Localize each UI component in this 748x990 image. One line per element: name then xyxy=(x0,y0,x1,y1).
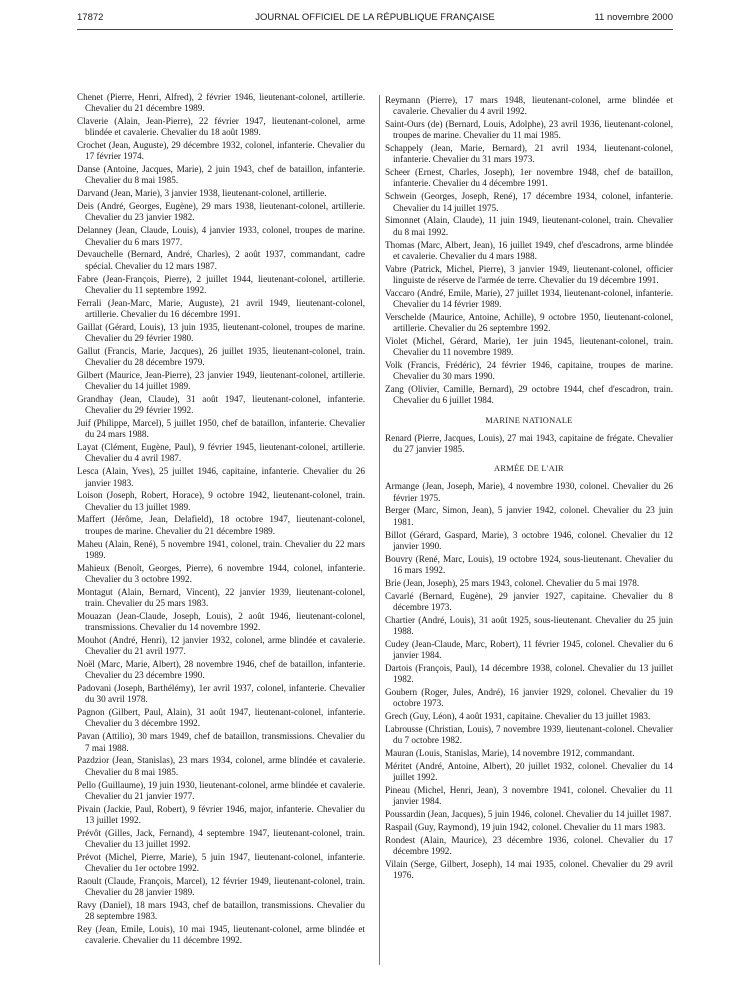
right-column xyxy=(385,95,673,883)
list-item: Pavan (Attilio), 30 mars 1949, chef de bataillon, transmissions. Chevalier du 7 mai 1988. xyxy=(77,731,365,753)
list-item: Saint-Ours (de) (Bernard, Louis, Adolphe), 23 avril 1936, lieutenant-colonel, troupes de marine. Chevalier du 11 mai 1985. xyxy=(385,119,673,141)
list-item: Cudey (Jean-Claude, Marc, Robert), 11 février 1945, colonel. Chevalier du 6 janvier 1984. xyxy=(385,638,673,660)
list-item: Chenet (Pierre, Henri, Alfred), 2 février 1946, lieutenant-colonel, artillerie. Chevalier du 21 décembre 1989. xyxy=(77,92,365,114)
list-item: Mouhot (André, Henri), 12 janvier 1932, colonel, arme blindée et cavalerie. Chevalier du 21 avril 1977. xyxy=(77,634,365,657)
list-item: Claverie (Alain, Jean-Pierre), 22 février 1947, lieutenant-colonel, arme blindée et cavalerie. Chevalier du 18 août 1989. xyxy=(77,116,365,138)
list-item: Lesca (Alain, Yves), 25 juillet 1946, capitaine, infanterie. Chevalier du 26 janvier 1983. xyxy=(77,466,365,488)
list-item: Violet (Michel, Gérard, Marie), 1er juin 1945, lieutenant-colonel, train. Chevalier du 11 novembre 1989. xyxy=(385,335,673,358)
marine-entries xyxy=(385,433,673,455)
list-item: Poussardin (Jean, Jacques), 5 juin 1946, colonel. Chevalier du 14 juillet 1987. xyxy=(385,809,672,820)
list-item: Scheer (Ernest, Charles, Joseph), 1er novembre 1948, chef de bataillon, infanterie. Chevalier du 4 décembre 1991. xyxy=(385,167,673,189)
list-item: Schappely (Jean, Marie, Bernard), 21 avril 1934, lieutenant-colonel, infanterie. Chevalier du 31 mars 1973. xyxy=(385,143,673,165)
list-item: Mahieux (Benoît, Georges, Pierre), 6 novembre 1944, colonel, infanterie. Chevalier du 3 octobre 1992. xyxy=(77,562,365,584)
section-heading-air: ARMÉE DE L'AIR xyxy=(494,464,564,474)
army-entries-continued xyxy=(385,95,673,407)
list-item: Armange (Jean, Joseph, Marie), 4 novembre 1930, colonel. Chevalier du 26 février 1975. xyxy=(385,481,673,503)
list-item: Reymann (Pierre), 17 mars 1948, lieutenant-colonel, arme blindée et cavalerie. Chevalier du 4 avril 1992. xyxy=(385,95,673,117)
column-separator xyxy=(379,95,380,965)
list-item: Mauran (Louis, Stanislas, Marie), 14 novembre 1912, commandant. xyxy=(385,748,635,759)
issue-date: 11 novembre 2000 xyxy=(594,12,673,23)
list-item: Rey (Jean, Emile, Louis), 10 mai 1945, lieutenant-colonel, arme blindée et cavalerie. Chevalier du 11 décembre 1992. xyxy=(77,924,365,946)
list-item: Danse (Antoine, Jacques, Marie), 2 juin 1943, chef de bataillon, infanterie. Chevalier du 8 mai 1985. xyxy=(77,164,365,186)
list-item: Schwein (Georges, Joseph, René), 17 décembre 1934, colonel, infanterie. Chevalier du 14 juillet 1975. xyxy=(385,191,673,213)
list-item: Noël (Marc, Marie, Albert), 28 novembre 1946, chef de bataillon, infanterie. Chevalier du 23 décembre 1990. xyxy=(77,659,365,681)
list-item: Billot (Gérard, Gaspard, Marie), 3 octobre 1946, colonel. Chevalier du 12 janvier 1990. xyxy=(385,529,673,551)
list-item: Ravy (Daniel), 18 mars 1943, chef de bataillon, transmissions. Chevalier du 28 septembre 1983. xyxy=(77,899,365,922)
list-item: Grech (Guy, Léon), 4 août 1931, capitaine. Chevalier du 13 juillet 1983. xyxy=(385,711,651,722)
list-item: Mouazan (Jean-Claude, Joseph, Louis), 2 août 1946, lieutenant-colonel, transmissions. Chevalier du 14 novembre 1992. xyxy=(77,610,365,633)
list-item: Berger (Marc, Simon, Jean), 5 janvier 1942, colonel. Chevalier du 23 juin 1981. xyxy=(385,505,673,527)
list-item: Delanney (Jean, Claude, Louis), 4 janvier 1933, colonel, troupes de marine. Chevalier du 6 mars 1977. xyxy=(77,225,365,247)
list-item: Darvand (Jean, Marie), 3 janvier 1938, lieutenant-colonel, artillerie. xyxy=(77,188,327,199)
list-item: Vaccaro (André, Emile, Marie), 27 juillet 1934, lieutenant-colonel, infanterie. Chevalier du 14 février 1989. xyxy=(385,287,673,309)
list-item: Pagnon (Gilbert, Paul, Alain), 31 août 1947, lieutenant-colonel, infanterie. Chevalier du 3 décembre 1992. xyxy=(77,707,365,729)
list-item: Pello (Guillaume), 19 juin 1930, lieutenant-colonel, arme blindée et cavalerie. Chevalier du 21 janvier 1977. xyxy=(77,779,365,801)
list-item: Renard (Pierre, Jacques, Louis), 27 mai 1943, capitaine de frégate. Chevalier du 27 janvier 1985. xyxy=(385,432,673,454)
list-item: Simonnet (Alain, Claude), 11 juin 1949, lieutenant-colonel, train. Chevalier du 8 mai 1992. xyxy=(385,215,673,237)
list-item: Prévot (Michel, Pierre, Marie), 5 juin 1947, lieutenant-colonel, infanterie. Chevalier du 1er octobre 1992. xyxy=(77,851,365,873)
list-item: Vilain (Serge, Gilbert, Joseph), 14 mai 1935, colonel. Chevalier du 29 avril 1976. xyxy=(385,859,673,881)
air-entries xyxy=(385,481,673,881)
list-item: Cavarlé (Bernard, Eugène), 29 janvier 1927, capitaine. Chevalier du 8 décembre 1973. xyxy=(385,590,673,612)
list-item: Raspail (Guy, Raymond), 19 juin 1942, colonel. Chevalier du 11 mars 1983. xyxy=(385,822,666,833)
list-item: Pazdzior (Jean, Stanislas), 23 mars 1934, colonel, arme blindée et cavalerie. Chevalier du 8 mai 1985. xyxy=(77,755,365,777)
list-item: Padovani (Joseph, Barthélémy), 1er avril 1937, colonel, infanterie. Chevalier du 30 avril 1978. xyxy=(77,683,365,705)
page-number: 17872 xyxy=(77,12,104,23)
list-item: Chartier (André, Louis), 31 août 1925, sous-lieutenant. Chevalier du 25 juin 1988. xyxy=(385,614,673,636)
list-item: Brie (Jean, Joseph), 25 mars 1943, colonel. Chevalier du 5 mai 1978. xyxy=(385,577,640,588)
list-item: Ferrali (Jean-Marc, Marie, Auguste), 21 avril 1949, lieutenant-colonel, artillerie. Chevalier du 16 décembre 1991. xyxy=(77,297,365,319)
list-item: Deis (André, Georges, Eugène), 29 mars 1938, lieutenant-colonel, artillerie. Chevalier du 23 janvier 1982. xyxy=(77,201,365,223)
list-item: Goubern (Roger, Jules, André), 16 janvier 1929, colonel. Chevalier du 19 octobre 1973. xyxy=(385,686,673,709)
list-item: Labrousse (Christian, Louis), 7 novembre 1939, lieutenant-colonel. Chevalier du 7 octobre 1982. xyxy=(385,723,673,746)
list-item: Verschelde (Maurice, Antoine, Achille), 9 octobre 1950, lieutenant-colonel, artillerie. Chevalier du 26 septembre 1992. xyxy=(385,311,673,334)
list-item: Gilbert (Maurice, Jean-Pierre), 23 janvier 1949, lieutenant-colonel, artillerie. Chevalier du 14 juillet 1989. xyxy=(77,369,365,392)
left-column xyxy=(77,92,365,948)
list-item: Rondest (Alain, Maurice), 23 décembre 1936, colonel. Chevalier du 17 décembre 1992. xyxy=(385,834,673,857)
list-item: Grandhay (Jean, Claude), 31 août 1947, lieutenant-colonel, infanterie. Chevalier du 29 février 1992. xyxy=(77,394,365,416)
list-item: Thomas (Marc, Albert, Jean), 16 juillet 1949, chef d'escadrons, arme blindée et cavalerie. Chevalier du 4 mars 1988. xyxy=(385,239,673,261)
list-item: Loison (Joseph, Robert, Horace), 9 octobre 1942, lieutenant-colonel, train. Chevalier du 13 juillet 1989. xyxy=(77,490,365,512)
list-item: Juif (Philippe, Marcel), 5 juillet 1950, chef de bataillon, infanterie. Chevalier du 24 mars 1988. xyxy=(77,418,365,440)
list-item: Vabre (Patrick, Michel, Pierre), 3 janvier 1949, lieutenant-colonel, officier linguiste de réserve de l'armée de terre. Chevalier du 19 décembre 1991. xyxy=(385,263,673,285)
list-item: Pivain (Jackie, Paul, Robert), 9 février 1946, major, infanterie. Chevalier du 13 juillet 1992. xyxy=(77,803,365,825)
list-item: Volk (Francis, Frédéric), 24 février 1946, capitaine, troupes de marine. Chevalier du 30 mars 1990. xyxy=(385,360,673,382)
list-item: Bouvry (René, Marc, Louis), 19 octobre 1924, sous-lieutenant. Chevalier du 16 mars 1992. xyxy=(385,553,673,575)
list-item: Gaillat (Gérard, Louis), 13 juin 1935, lieutenant-colonel, troupes de marine. Chevalier du 29 février 1980. xyxy=(77,321,365,343)
list-item: Gallut (Francis, Marie, Jacques), 26 juillet 1935, lieutenant-colonel, train. Chevalier du 28 décembre 1979. xyxy=(77,345,365,368)
list-item: Layat (Clément, Eugène, Paul), 9 février 1945, lieutenant-colonel, artillerie. Chevalier du 4 avril 1987. xyxy=(77,442,365,464)
list-item: Méritet (André, Antoine, Albert), 20 juillet 1932, colonel. Chevalier du 14 juillet 1992. xyxy=(385,760,673,783)
list-item: Prévôt (Gilles, Jack, Fernand), 4 septembre 1947, lieutenant-colonel, train. Chevalier du 13 juillet 1992. xyxy=(77,827,365,849)
list-item: Zang (Olivier, Camille, Bernard), 29 octobre 1944, chef d'escadron, train. Chevalier du 6 juillet 1984. xyxy=(385,384,673,406)
list-item: Montagut (Alain, Bernard, Vincent), 22 janvier 1939, lieutenant-colonel, train. Chevalier du 25 mars 1983. xyxy=(77,586,365,608)
journal-title: JOURNAL OFFICIEL DE LA RÉPUBLIQUE FRANÇAISE xyxy=(255,12,495,23)
section-heading-marine: MARINE NATIONALE xyxy=(485,415,573,425)
list-item: Raoult (Claude, François, Marcel), 12 février 1949, lieutenant-colonel, train. Chevalier du 28 janvier 1989. xyxy=(77,875,365,898)
list-item: Devauchelle (Bernard, André, Charles), 2 août 1937, commandant, cadre spécial. Chevalier du 12 mars 1987. xyxy=(77,249,365,271)
header-rule xyxy=(77,29,673,30)
list-item: Maffert (Jérôme, Jean, Delafield), 18 octobre 1947, lieutenant-colonel, troupes de marine. Chevalier du 21 décembre 1989. xyxy=(77,514,365,536)
list-item: Crochet (Jean, Auguste), 29 décembre 1932, colonel, infanterie. Chevalier du 17 février 1974. xyxy=(77,140,365,162)
list-item: Pineau (Michel, Henri, Jean), 3 novembre 1941, colonel. Chevalier du 11 janvier 1984. xyxy=(385,785,673,807)
list-item: Maheu (Alain, René), 5 novembre 1941, colonel, train. Chevalier du 22 mars 1989. xyxy=(77,538,365,560)
list-item: Dartois (François, Paul), 14 décembre 1938, colonel. Chevalier du 13 juillet 1982. xyxy=(385,662,673,685)
page-header xyxy=(77,12,673,26)
list-item: Fabre (Jean-François, Pierre), 2 juillet 1944, lieutenant-colonel, artillerie. Chevalier du 11 septembre 1992. xyxy=(77,273,365,295)
